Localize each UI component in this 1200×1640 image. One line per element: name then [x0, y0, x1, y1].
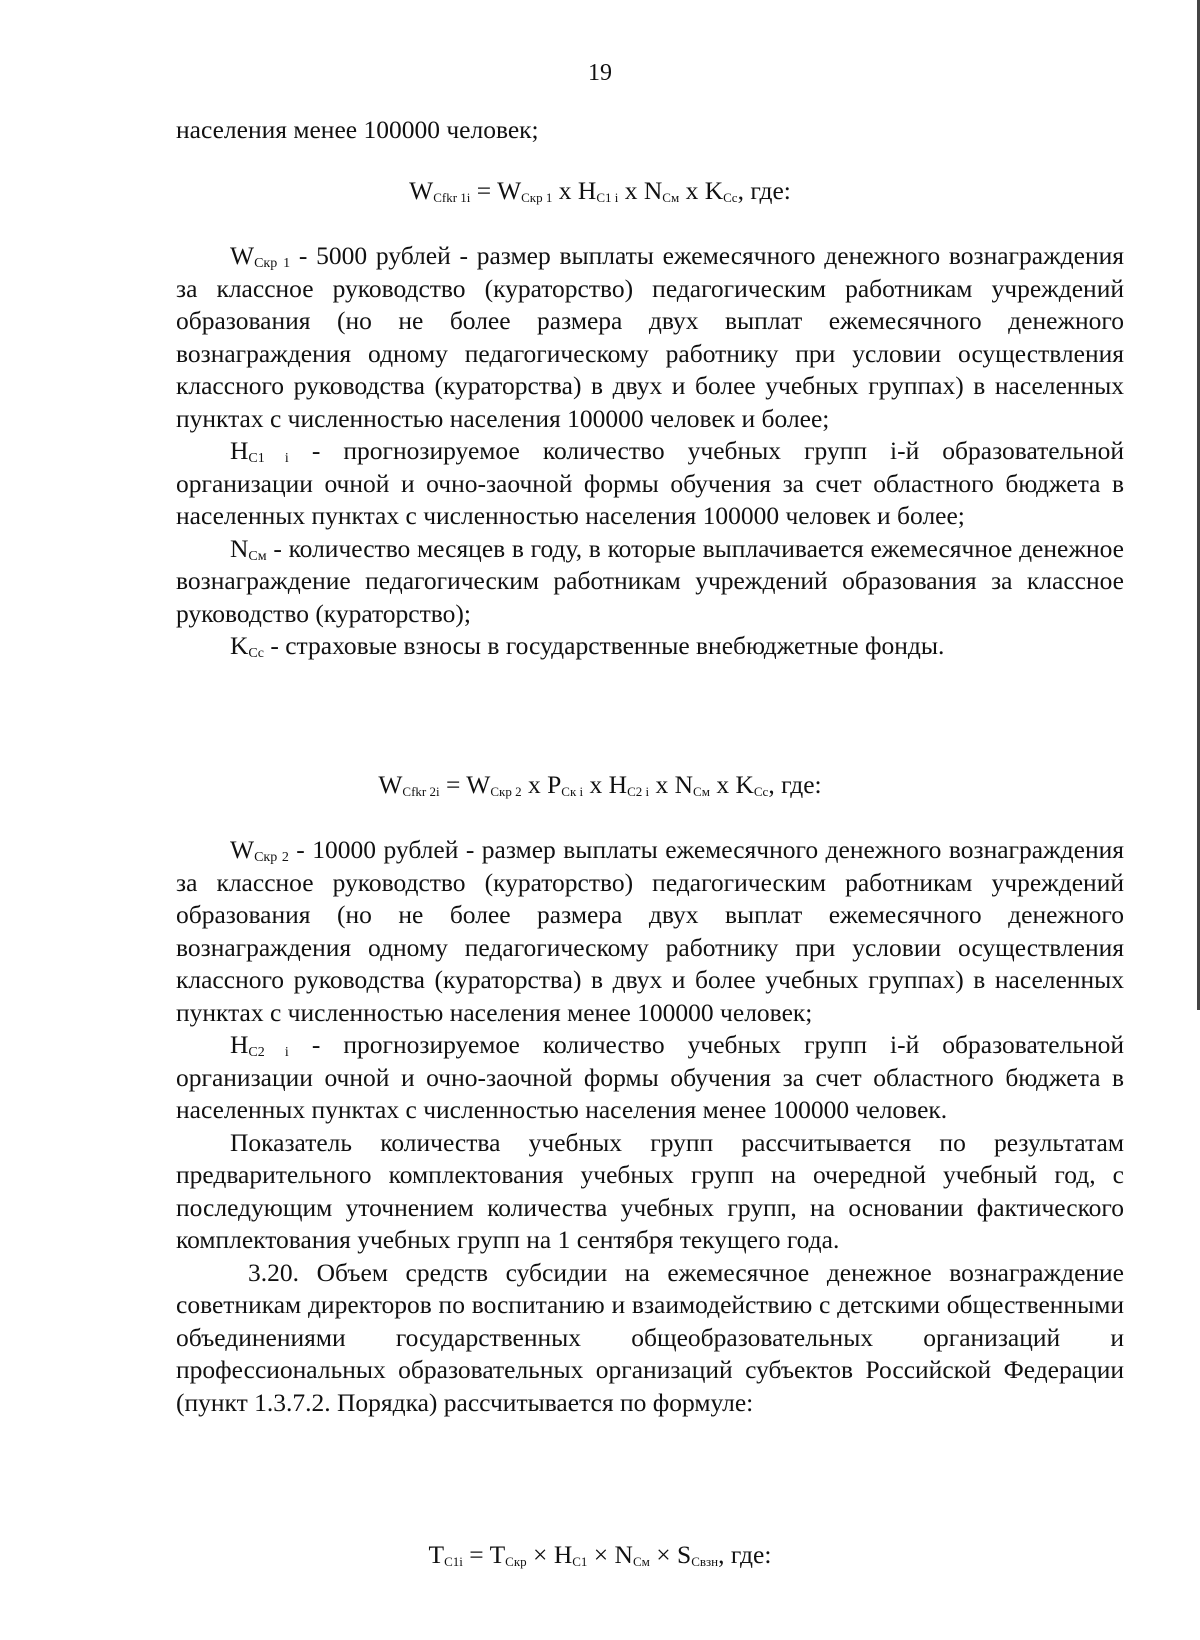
text-line-continuation	[176, 114, 1124, 147]
definition-hc2i: $H_{C2 i}$ - прогнозируемое количество учебных групп i-й образовательной организации очной и очно-заочной формы обучения за счет областного бюджета в населенных пунктах с численностью населения менее 100000 человек.	[176, 1030, 1124, 1124]
formula-term: $N_{См}$	[614, 1540, 650, 1569]
formula-term: $W_{Скр 1}$	[497, 176, 553, 205]
definition-hc1i: $H_{C1 i}$ - прогнозируемое количество учебных групп i-й образовательной организации очной и очно-заочной формы обучения за счет областного бюджета в населенных пунктах с численностью населения 100000 человек и более;	[176, 436, 1124, 530]
formula-term: $T_{Скр}$	[489, 1540, 527, 1569]
formula-term: $K_{Cc}$	[735, 770, 769, 799]
formula-term: $S_{Свзн}$	[677, 1540, 719, 1569]
formula-term: $N_{См}$	[674, 770, 710, 799]
formula-term: $T_{C1i}$	[428, 1540, 463, 1569]
formula-term: $W_{Cfkr 1i}$	[409, 176, 471, 205]
paragraph-3-20: 3.20. Объем средств субсидии на ежемесячное денежное вознаграждение советникам директоров по воспитанию и взаимодействию с детскими общественными объединениями государственных общеобразовательных организаций и профессиональных образовательных организаций субъектов Российской Федерации (пункт 1.3.7.2. Порядка) рассчитывается по формуле:	[176, 1257, 1124, 1417]
paragraph-group-count: Показатель количества учебных групп рассчитывается по результатам предварительного комплектования учебных групп на очередной учебный год, с последующим уточнением количества учебных групп, на основании фактического комплектования учебных групп на 1 сентября текущего года.	[176, 1127, 1124, 1254]
formula-wcfkr-1i: $W_{Cfkr 1i} = W_{Скр 1}$ x $H_{C1 i}$ x $N_{См}$ x $K_{Cc}$, где:	[409, 176, 791, 205]
paragraph-continuation: населения менее 100000 человек;	[176, 115, 539, 144]
definition-ncm: $N_{См}$ - количество месяцев в году, в которые выплачивается ежемесячное денежное вознаграждение педагогическим работникам учреждений образования за классное руководство (кураторство);	[176, 533, 1124, 628]
formula-term: $N_{См}$	[643, 176, 680, 205]
definition-wskr2: $W_{Скр 2} - 10000$ рублей - размер выплаты ежемесячного денежного вознаграждения за классное руководство (кураторство) педагогическим работникам учреждений образования (но не более размера двух выплат ежемесячного денежного вознаграждения одному педагогическому работнику при условии осуществления классного руководства (кураторства) в двух и более учебных группах) в населенных пунктах с численностью населения менее 100000 человек;	[176, 835, 1124, 1027]
formula-term: $P_{Ск i}$	[547, 770, 584, 799]
formula-term: $H_{C2 i}$	[608, 770, 650, 799]
formula-term: $K_{Cc}$	[704, 176, 738, 205]
definitions-block-1	[176, 240, 1124, 663]
formula-term: $W_{Скр 2}$	[466, 770, 522, 799]
formula-term: $W_{Cfkr 2i}$	[378, 770, 440, 799]
formula-tc1i: $T_{C1i} = T_{Скр} \times H_{C1} \times N_{См} \times S_{Свзн}$, где:	[428, 1540, 772, 1569]
formula-term: $H_{C1 i}$	[577, 176, 619, 205]
definition-kcc: $K_{Cc}$ - страховые взносы в государственные внебюджетные фонды.	[230, 631, 945, 661]
definition-wskr1: $W_{Скр 1} - 5000$ рублей - размер выплаты ежемесячного денежного вознаграждения за классное руководство (кураторство) педагогическим работникам учреждений образования (но не более размера двух выплат ежемесячного денежного вознаграждения одному педагогическому работнику при условии осуществления классного руководства (кураторства) в двух и более учебных группах) в населенных пунктах с численностью населения 100000 человек и более;	[176, 241, 1125, 433]
definitions-block-2	[176, 834, 1124, 1419]
page-number: 19	[588, 60, 612, 86]
formula-wcfkr-2i: $W_{Cfkr 2i} = W_{Скр 2}$ x $P_{Ск i}$ x $H_{C2 i}$ x $N_{См}$ x $K_{Cc}$, где:	[378, 770, 822, 799]
formula-term: $H_{C1}$	[553, 1540, 588, 1569]
